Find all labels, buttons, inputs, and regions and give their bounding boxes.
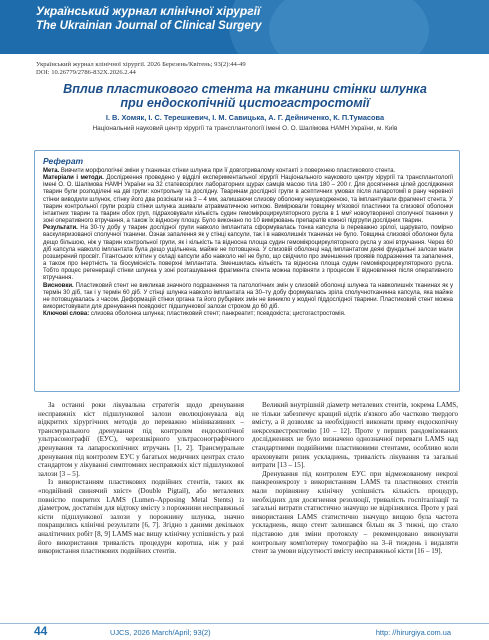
keywords-label: Ключові слова: [43,311,90,318]
affiliation: Національний науковий центр хірургії та трансплантології імені О. О. Шалімова НАМН України, м. Київ [92,125,398,132]
body-paragraph: За останні роки лікувальна стратегія щодо дренування несправжніх кіст підшлункової залози еволюціонувала від відкритих хірургічних методів до переважно мінінвазивних – трансмуральнoго дренування під контролем ендоскопічної ультрасонографії (ЕУС), черезшкірного ультрасонографічного дренування та лапароскопічних втручань [1, 2]. Трансмуральне дренування під контролем ЕУС у багатьох медичних центрах стало стандартом у лікуванні симптомних несправжніх кіст підшлункової залози [3 – 5]. [38,401,244,478]
methods-label: Матеріали і методи. [43,175,104,182]
footer-journal: UJCS, 2026 March/April; 93(2) [110,628,211,637]
authors: І. В. Хомяк, І. С. Терешкевич, І. М. Савицька, А. Г. Дейниченко, К. П.Тумасова [105,113,385,122]
methods-text: Дослідження проведено у відділі експериментальної хірургії Національного наукового центру хірургії та трансплантології імені О. О. Шалімова НАМН України на 32 статевозрілих лабораторних щурах самців масою тіла 180 – 200 г. Для досягнення цілей дослідження тварин були розподілені на дві групи: контрольну та дослідну. Тваринам дослідної групи в асептичних умовах після лапаротомії в рану черевної стінки виводили шлунок, стінку його два розсікали на 3 – 4 мм, залишаючи слизову оболонку неушкодженою, та імплантували фрагмент стента. У тварин контрольної групи розріз стінки шлунка зшивали атравматичною ниткою. Вимірювали товщину м'язової пластинки та слизової оболонки інтактних тварин та тварин обох груп, підраховували кількість судин гемомікроциркуляторного русла в 1 мм² новоутвореної сполучної тканини у зоні оперативного втручання, а також їх відносну площу. Було виконано по 10 вимірювань препаратів кожної підгрупи дослідних тварин. [43,175,454,225]
title-line-2: при ендоскопічній цистогастростомії [120,96,370,110]
goal-text: Вивчити морфологічні зміни у тканинах стінки шлунка при її довготривалому контакті з поверхнею пластикового стента. [60,168,396,174]
abstract-box [34,150,460,392]
body-column-left [38,401,244,556]
body-column-right [252,401,458,556]
citation-line: Український журнал клінічної хірургії. 2026 Березень/Квітень; 93(2):44-49 [36,61,246,68]
page-number: 44 [34,624,48,638]
footer-divider [0,623,489,624]
conclusions-label: Висновки. [43,282,74,289]
doi-line[interactable]: DOI: 10.26779/2786-832X.2026.2.44 [36,69,136,77]
results-label: Результати. [43,225,78,232]
journal-title-ua: Український журнал клінічної хірургії [36,4,261,18]
abstract-results [43,225,453,282]
footer-url-link[interactable]: http: //hirurgiya.com.ua [375,628,451,637]
body-paragraph: Великий внутрішній діаметр металевих стентів, зокрема LAMS, не тільки забезпечує кращий відтік в'язкого або частково твердого вмісту, а й дозволяє за необхідності виконати пряму ендоскопічну некрсеквестректомію [10 – 12]. Проте у перших рандомізованих дослідженнях не було визначено однозначної переваги LAMS над стандартними подвійними пластиковими стентами, особливо коли враховувати ризик ускладнень, тривалість лікування та загальні витрати [13 – 15]. [252,401,458,470]
title-line-1: Вплив пластикового стента на тканини стінки шлунка [63,82,427,96]
journal-title-en: The Ukrainian Journal of Clinical Surgery [36,20,262,32]
abstract-methods [43,175,453,225]
abstract-text [43,168,453,318]
abstract-heading: Реферат [43,156,84,166]
citation [36,61,246,78]
article-title [40,82,450,110]
goal-label: Мета. [43,168,60,174]
keywords-text: слизова оболонка шлунка; пластиковий стент; панкреатит; псевдокіста; цистогастростомія. [90,311,346,318]
abstract-conclusions [43,283,453,312]
abstract-goal [43,168,453,175]
body-paragraph: Дренування під контролем ЕУС при відмежованому некрозі панкреонекрозу з використанням LAMS та пластикових стентів мали порівнянну клінічну успішність кількість процедур, необхідних для досягнення резолюції, тривалість госпіталізації та загальні витрати статистично значущо не відрізнялися. Проте у разі використання LAMS статистично значущо вищою була частота ускладнень, якщо стент залишався більш як 3 тижні, що стало підставою для зміни протоколу – рекомендовано виконувати контрольну комп'ютерну томографію на 3–й тиждень і видаляти стент за умови відсутності вмісту несправжньої кісти [16 – 19]. [252,469,458,556]
journal-banner [0,0,489,54]
body-paragraph: Із використанням пластикових подвійних стентів, таких як «подвійний свинячий хвіст» (Double Pigtail), або металевих повністю покритих LAMS (Lumen–Apposing Metal Stents) із діаметром, достатнім для відтоку вмісту з порожнини несправжньої кісти підшлункової залози у порожнину шлунка, значно покращились клінічні результати [6, 7]. Згідно з даними декількох аналітичних робіт [8, 9] LAMS має вищу клінічну успішність у разі його використання тривалість процедури коротша, ніж у разі використання пластикових подвійних стентів. [38,478,244,556]
conclusions-text: Пластиковий стент не викликав значного подразнення та патологічних змін у слизовій оболонці шлунка та навколишніх тканинах як у термін 30 діб, так і у термін 60 діб. У стінці шлунка навколо імплантата на 30–ту добу формувалась зріла сполучнотканинна капсула, яка майже не потовщувалась з часом. Деформацій стінки органа та його рубцевих змін не виникло у жодної піддослідної тварини. Пластиковий стент можна використовувати для дренування псевдокіст підшлункової залози строком до 60 діб. [43,282,453,310]
results-text: На 30-ту добу у тварин дослідної групи навколо імплантата сформувалась тонка капсула із переважно зрілої, щарувато, помірно васкуляризованої сполучної тканини. Ознак запалення як у стінці капсули, так і в навколишніх тканинах не було. Товщина слизової оболонки була дещо більшою, ніж у тварин контрольної групи, як і кількість та відносна площа судин гемомікроциркуляторного русла у зоні втручання. Через 60 діб капсула навколо імплантата була дещо ущільнена, майже не потовщена. У слизовій оболонці над імплантатом деякі фундальні залози мали розширений просвіт. Гігантських клітин у складі капсули або навколо неї не було, що свідчило про зменшення проявів подразнення та запалення, а також про інертність та біосумісність поверхні імплантата. Зменшилась кількість та відносна площа судин гемомікроциркуляторного русла. Тобто процес регенерації стінки шлунка у зоні розташування фрагмента стента можна порівняти з процесом її відновлення після оперативного втручання. [43,225,453,282]
banner-decoration-inner [269,0,429,54]
abstract-keywords [43,311,453,318]
